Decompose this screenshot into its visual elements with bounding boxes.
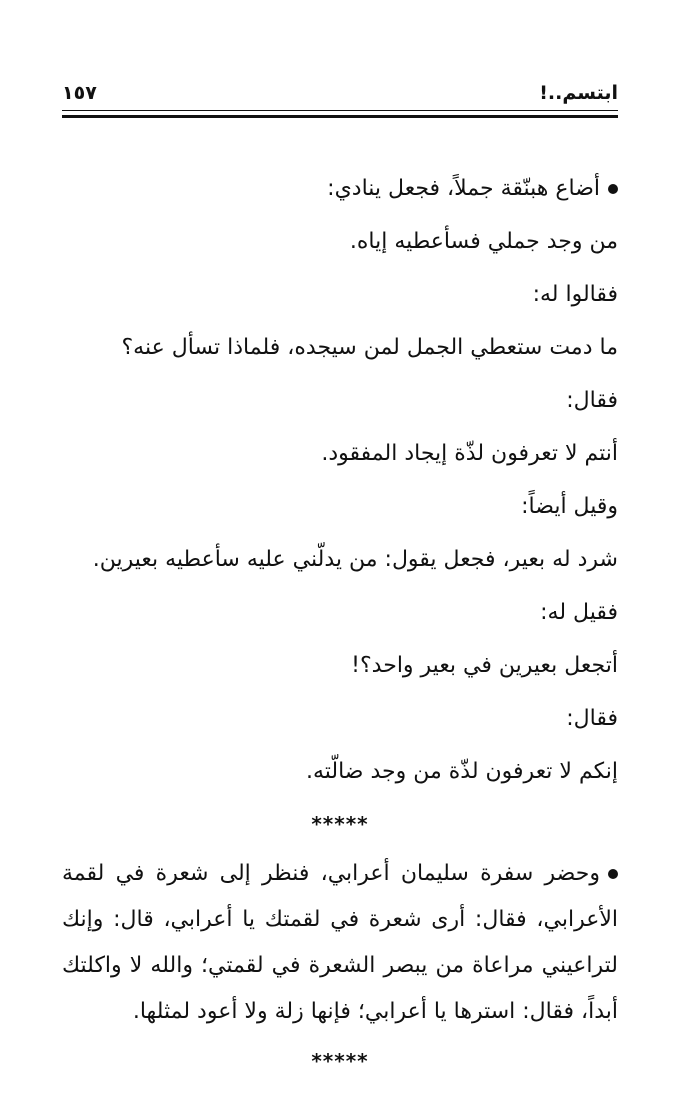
- page-number: ١٥٧: [62, 82, 97, 104]
- page-header: [62, 78, 618, 108]
- section-separator: *****: [311, 812, 369, 836]
- header-rule-thick: [62, 115, 618, 118]
- page-body: [62, 162, 618, 1088]
- text-line-9: فقيل له:: [540, 600, 618, 625]
- text-line-3: فقالوا له:: [532, 282, 618, 307]
- text-line-1: أضاع هبنّقة جملاً، فجعل ينادي:: [62, 162, 618, 215]
- text-line-5: فقال:: [566, 388, 618, 413]
- text-line-8: شرد له بعير، فجعل يقول: من يدلّني عليه سأعطيه بعيرين.: [92, 547, 618, 572]
- text-line-10: أتجعل بعيرين في بعير واحد؟!: [351, 653, 618, 678]
- bullet-icon: [608, 869, 618, 879]
- text-line-4: ما دمت ستعطي الجمل لمن سيجده، فلماذا تسأل عنه؟: [121, 335, 618, 360]
- anecdote-paragraph: وحضر سفرة سليمان أعرابي، فنظر إلى شعرة في لقمة الأعرابي، فقال: أرى شعرة في لقمتك يا أعرابي، قال: وإنك لتراعيني مراعاة من يبصر الشعرة في لقمتي؛ والله لا واكلتك أبداً، فقال: استرها يا أعرابي؛ فإنها زلة ولا أعود لمثلها.: [62, 861, 618, 1024]
- text-line-12: إنكم لا تعرفون لذّة من وجد ضالّته.: [305, 759, 618, 784]
- text-line-11: فقال:: [566, 706, 618, 731]
- section-separator: *****: [311, 1049, 369, 1073]
- text-line-2: من وجد جملي فسأعطيه إياه.: [349, 229, 618, 254]
- running-title: ابتسم..!: [539, 82, 618, 104]
- header-rule-thin: [62, 110, 618, 111]
- text-line-7: وقيل أيضاً:: [521, 494, 618, 519]
- bullet-icon: [608, 184, 618, 194]
- text-line-6: أنتم لا تعرفون لذّة إيجاد المفقود.: [321, 441, 618, 466]
